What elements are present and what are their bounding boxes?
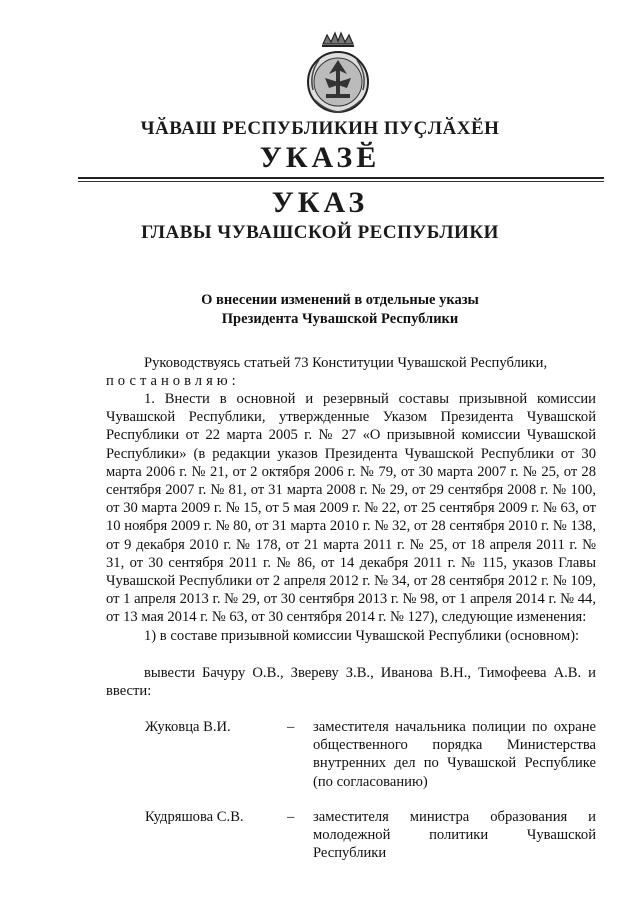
entry-name: Жуковца В.И.: [145, 719, 231, 735]
document-title-line-2: Президента Чувашской Республики: [221, 311, 459, 327]
russian-header-line: ГЛАВЫ ЧУВАШСКОЙ РЕСПУБЛИКИ: [141, 222, 499, 243]
preamble-paragraph: [106, 354, 596, 390]
header-divider-thin: [78, 181, 604, 182]
item-1-paragraph: 1. Внести в основной и резервный составы призывной комиссии Чувашской Республики, утвержденные Указом Президента Чувашской Республики от 22 марта 2005 г. № 27 «О призывной комиссии Чувашской Республики» (в редакции указов Президента Чувашской Республики от 30 марта 2006 г. № 21, от 2 октября 2006 г. № 79, от 30 марта 2007 г. № 25, от 28 сентября 2007 г. № 81, от 31 марта 2008 г. № 29, от 29 сентября 2008 г. № 100, от 30 марта 2009 г. № 15, от 5 мая 2009 г. № 22, от 25 сентября 2009 г. № 63, от 10 ноября 2009 г. № 80, от 31 марта 2010 г. № 32, от 28 сентября 2010 г. № 138, от 9 декабря 2010 г. № 178, от 21 марта 2011 г. № 25, от 18 апреля 2011 г. № 31, от 30 сентября 2011 г. № 86, от 14 декабря 2011 г. № 115, указов Главы Чувашской Республики от 2 апреля 2012 г. № 34, от 28 сентября 2012 г. № 109, от 1 апреля 2013 г. № 29, от 30 сентября 2013 г. № 98, от 1 апреля 2014 г. № 44, от 13 мая 2014 г. № 63, от 30 сентября 2014 г. № 127), следующие изменения:: [106, 391, 596, 626]
subitem-1-paragraph: 1) в составе призывной комиссии Чувашской Республики (основном):: [144, 628, 580, 644]
document-title-line-1: О внесении изменений в отдельные указы: [201, 292, 479, 308]
resolve-text: постановляю:: [106, 373, 240, 390]
entry-name: Кудряшова С.В.: [145, 809, 244, 825]
action-paragraph: вывести Бачуру О.В., Звереву З.В., Иванова В.Н., Тимофеева А.В. и ввести:: [106, 665, 596, 700]
entry-description: заместителя начальника полиции по охране общественного порядка Министерства внутренних дел по Чувашской Республике (по согласованию): [313, 719, 596, 790]
entry-dash: –: [287, 809, 295, 825]
header-divider-thick: [78, 177, 604, 179]
chuvash-emblem: [295, 30, 381, 116]
entry-description: заместителя министра образования и молодежной политики Чувашской Республики: [313, 809, 596, 862]
chuvash-header-line: ЧӐВАШ РЕСПУБЛИКИН ПУҪЛӐХӖН: [140, 118, 500, 139]
chuvash-title: УКАЗӖ: [259, 141, 381, 174]
preamble-text: Руководствуясь статьей 73 Конституции Чувашской Республики,: [144, 355, 548, 371]
russian-title: УКАЗ: [271, 186, 369, 219]
entry-dash: –: [287, 719, 295, 735]
